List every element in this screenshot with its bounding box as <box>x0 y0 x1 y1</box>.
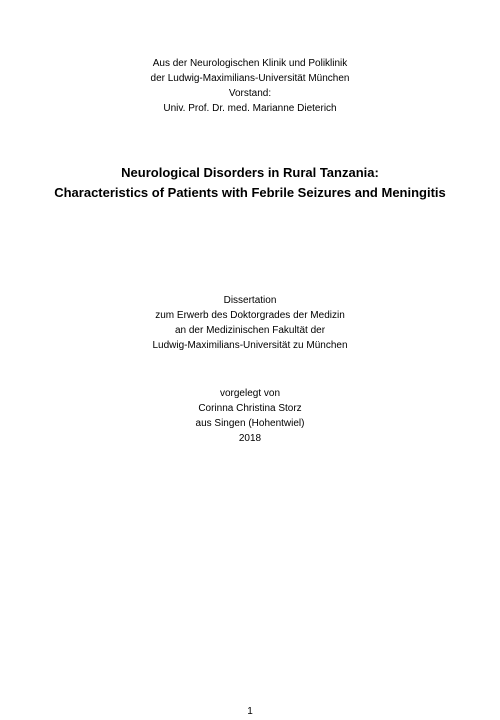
dissertation-line: Dissertation <box>223 295 277 306</box>
title-line: Neurological Disorders in Rural Tanzania: <box>121 165 379 180</box>
institution-line: der Ludwig-Maximilians-Universität München <box>150 73 350 84</box>
title-line: Characteristics of Patients with Febrile Seizures and Meningitis <box>54 185 446 200</box>
institution-line: Aus der Neurologischen Klinik und Poliklinik <box>152 58 348 69</box>
page-number: 1 <box>247 706 253 717</box>
document-title <box>0 163 500 203</box>
institution-line: Vorstand: <box>228 88 272 99</box>
dissertation-line: Ludwig-Maximilians-Universität zu München <box>152 340 348 351</box>
dissertation-statement <box>0 293 500 353</box>
author-line: aus Singen (Hohentwiel) <box>195 418 305 429</box>
institution-header <box>0 56 500 116</box>
author-info <box>0 386 500 446</box>
author-line: 2018 <box>238 433 262 444</box>
institution-line: Univ. Prof. Dr. med. Marianne Dieterich <box>163 103 337 114</box>
author-line: vorgelegt von <box>219 388 281 399</box>
dissertation-line: an der Medizinischen Fakultät der <box>174 325 326 336</box>
dissertation-line: zum Erwerb des Doktorgrades der Medizin <box>155 310 345 321</box>
author-line: Corinna Christina Storz <box>198 403 302 414</box>
